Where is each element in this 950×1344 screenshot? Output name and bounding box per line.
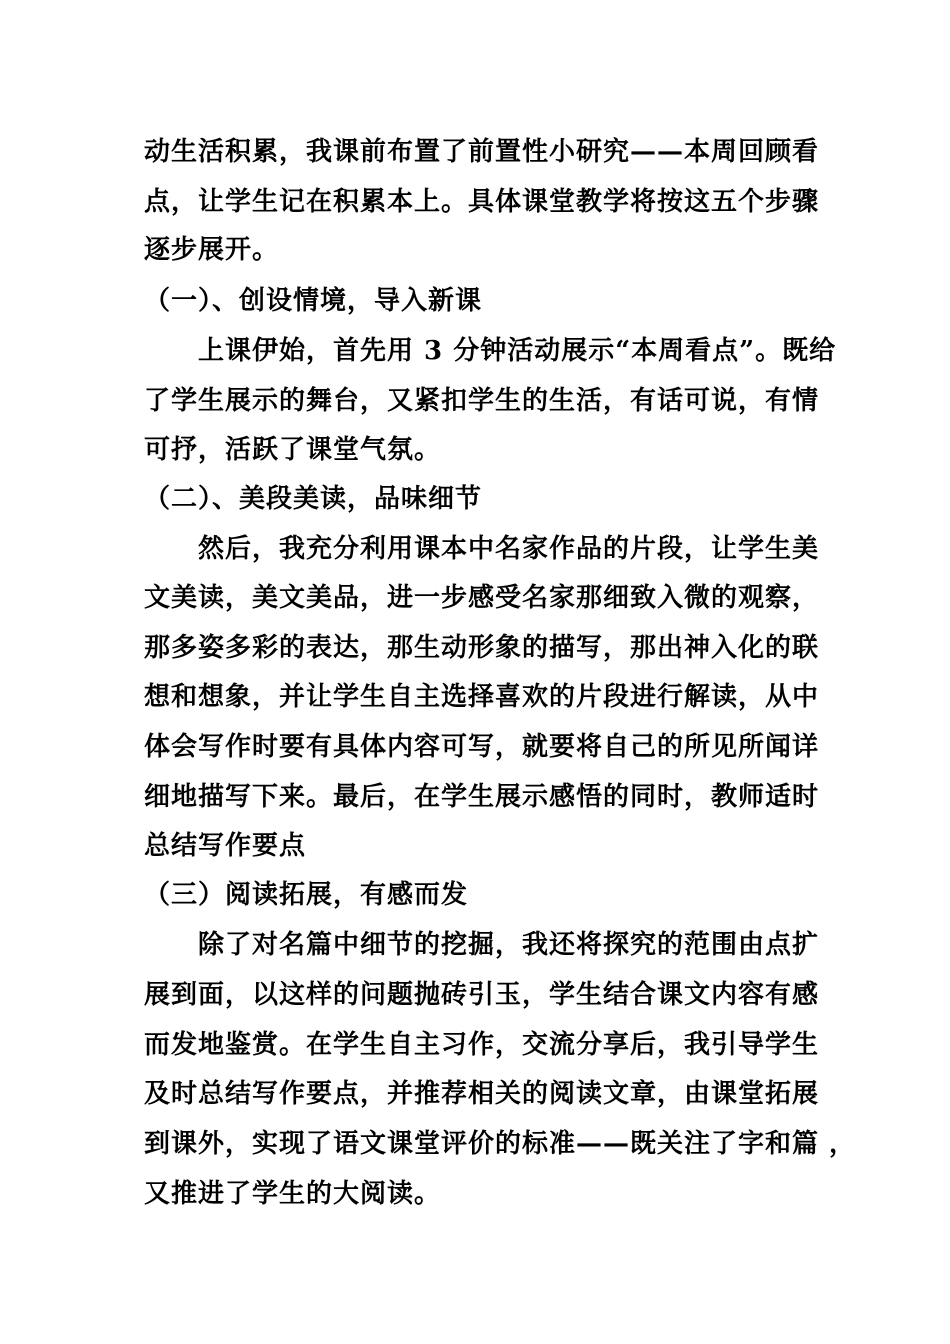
text-line: 那多姿多彩的表达，那生动形象的描写，那出神入化的联 [144, 633, 820, 663]
text-line: 而发地鉴赏。在学生自主习作，交流分享后，我引导学生 [144, 1030, 820, 1060]
text-line: 细地描写下来。最后，在学生展示感悟的同时，教师适时 [144, 782, 820, 812]
text-line: 然后，我充分利用课本中名家作品的片段，让学生美 [144, 534, 820, 564]
text-line: 除了对名篇中细节的挖掘，我还将探究的范围由点扩 [144, 930, 820, 960]
section-heading: （二）、美段美读，品味细节 [144, 484, 483, 514]
text-line: 想和想象，并让学生自主选择喜欢的片段进行解读，从中 [144, 682, 820, 712]
text-line: 到课外，实现了语文课堂评价的标准——既关注了字和篇 ， [144, 1129, 857, 1159]
text-line: 上课伊始，首先用 3 分钟活动展示“本周看点”。既给 [144, 336, 837, 366]
text-line: 逐步展开。 [144, 235, 280, 265]
text-line: 文美读，美文美品，进一步感受名家那细致入微的观察， [144, 583, 820, 613]
text-line: 动生活积累，我课前布置了前置性小研究——本周回顾看 [144, 137, 820, 167]
section-heading: （一）、创设情境，导入新课 [144, 286, 483, 316]
text-line: 及时总结写作要点，并推荐相关的阅读文章，由课堂拓展 [144, 1079, 820, 1109]
text-line: 点，让学生记在积累本上。具体课堂教学将按这五个步骤 [144, 187, 820, 217]
text-line: 了学生展示的舞台，又紧扣学生的生活，有话可说，有情 [144, 386, 820, 416]
text-line: 体会写作时要有具体内容可写，就要将自己的所见所闻详 [144, 732, 820, 762]
text-line: 又推进了学生的大阅读。 [144, 1179, 442, 1209]
text-line: 展到面，以这样的问题抛砖引玉，学生结合课文内容有感 [144, 980, 820, 1010]
text-line: 可抒，活跃了课堂气氛。 [144, 435, 442, 465]
section-heading: （三）阅读拓展，有感而发 [144, 880, 469, 910]
text-line: 总结写作要点 [144, 831, 307, 861]
